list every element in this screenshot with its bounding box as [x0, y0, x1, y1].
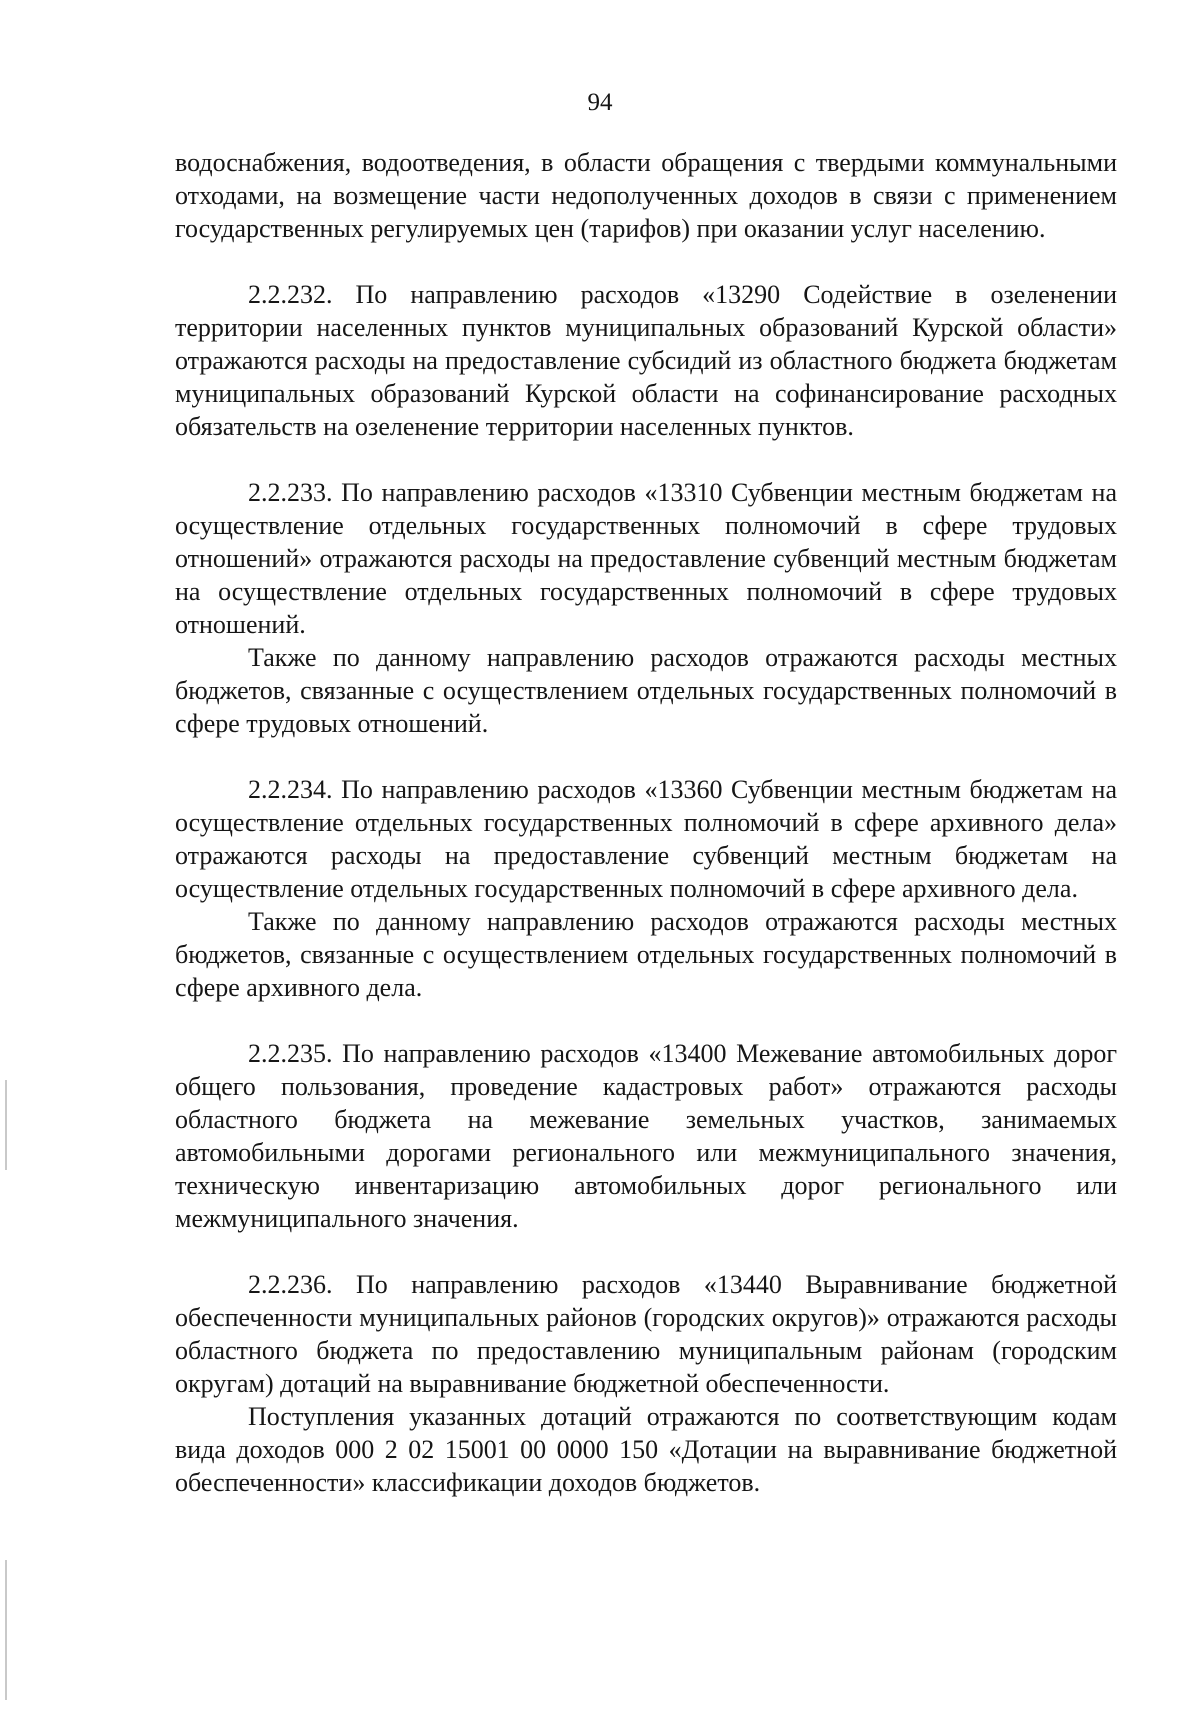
- paragraph-2-2-232: 2.2.232. По направлению расходов «13290 Содействие в озеленении территории населенных пунктов муниципальных образований Курской области» отражаются расходы на предоставление субсидий из областного бюджета бюджетам муниципальных образований Курской области на софинансирование расходных обязательств на озеленение территории населенных пунктов.: [175, 280, 1117, 441]
- paragraph-2-2-234-addendum: Также по данному направлению расходов отражаются расходы местных бюджетов, связанные с осуществлением отдельных государственных полномочий в сфере архивного дела.: [175, 907, 1117, 1002]
- paragraph-2-2-233: 2.2.233. По направлению расходов «13310 Субвенции местным бюджетам на осуществление отдельных государственных полномочий в сфере трудовых отношений» отражаются расходы на предоставление субвенций местным бюджетам на осуществление отдельных государственных полномочий в сфере трудовых отношений.: [175, 478, 1117, 639]
- paragraph-2-2-236: 2.2.236. По направлению расходов «13440 Выравнивание бюджетной обеспеченности муниципальных районов (городских округов)» отражаются расходы областного бюджета по предоставлению муниципальным районам (городским округам) дотаций на выравнивание бюджетной обеспеченности.: [175, 1270, 1117, 1398]
- paragraph-2-2-233-addendum: Также по данному направлению расходов отражаются расходы местных бюджетов, связанные с осуществлением отдельных государственных полномочий в сфере трудовых отношений.: [175, 643, 1117, 738]
- scan-edge-mark: [5, 1080, 7, 1170]
- paragraph-2-2-235: 2.2.235. По направлению расходов «13400 Межевание автомобильных дорог общего пользования, проведение кадастровых работ» отражаются расходы областного бюджета на межевание земельных участков, занимаемых автомобильными дорогами регионального или межмуниципального значения, техническую инвентаризацию автомобильных дорог регионального или межмуниципального значения.: [175, 1039, 1117, 1233]
- scan-edge-mark: [5, 1560, 7, 1700]
- page-number: 94: [587, 89, 613, 116]
- document-body: [175, 146, 1117, 1499]
- paragraph-2-2-236-addendum: Поступления указанных дотаций отражаются по соответствующим кодам вида доходов 000 2 02 15001 00 0000 150 «Дотации на выравнивание бюджетной обеспеченности» классификации доходов бюджетов.: [175, 1402, 1117, 1497]
- paragraph-2-2-234: 2.2.234. По направлению расходов «13360 Субвенции местным бюджетам на осуществление отдельных государственных полномочий в сфере архивного дела» отражаются расходы на предоставление субвенций местным бюджетам на осуществление отдельных государственных полномочий в сфере архивного дела.: [175, 775, 1117, 903]
- paragraph-continuation: водоснабжения, водоотведения, в области обращения с твердыми коммунальными отходами, на возмещение части недополученных доходов в связи с применением государственных регулируемых цен (тарифов) при оказании услуг населению.: [175, 148, 1117, 243]
